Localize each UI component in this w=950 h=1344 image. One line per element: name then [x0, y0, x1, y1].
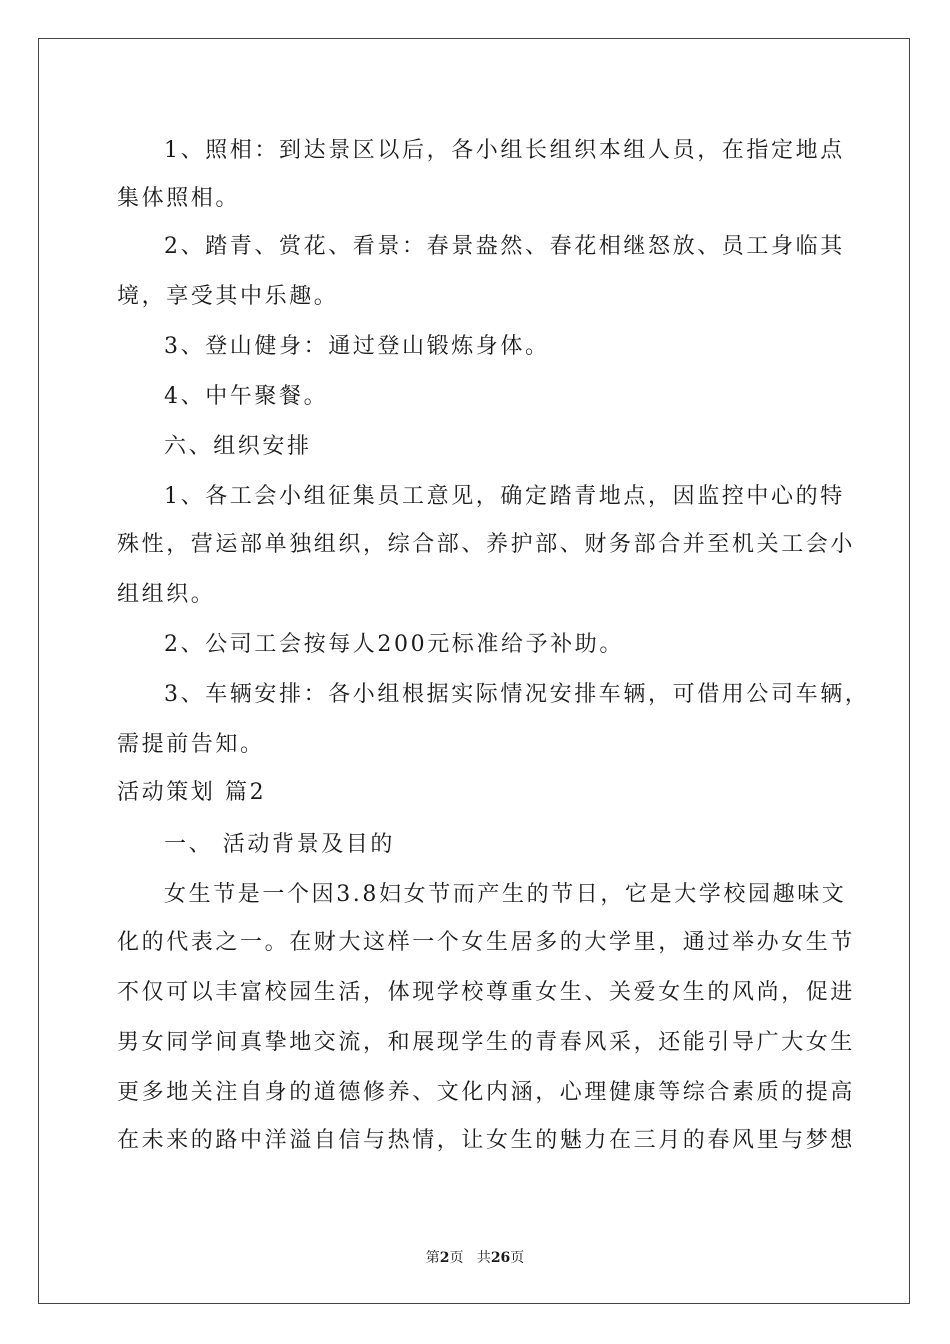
page-footer [0, 1249, 950, 1267]
paragraph-line: 3、登山健身：通过登山锻炼身体。 [164, 334, 550, 359]
paragraph-line: 不仅可以丰富校园生活，体现学校尊重女生、关爱女生的风尚，促进 [117, 980, 856, 1005]
paragraph-line: 4、中午聚餐。 [164, 384, 329, 409]
paragraph-line: 2、公司工会按每人200元标准给予补助。 [164, 632, 624, 657]
paragraph-line: 集体照相。 [117, 186, 241, 211]
total-prefix: 共 [476, 1250, 491, 1266]
page-prefix: 第 [425, 1250, 440, 1266]
paragraph-line: 组组织。 [117, 582, 216, 607]
paragraph-line: 3、车辆安排：各小组根据实际情况安排车辆，可借用公司车辆， [164, 682, 870, 707]
paragraph-line: 在未来的路中洋溢自信与热情，让女生的魅力在三月的春风里与梦想 [117, 1128, 856, 1153]
paragraph-line: 需提前告知。 [117, 732, 265, 757]
section-heading: 一、 活动背景及目的 [164, 832, 395, 857]
paragraph-line: 殊性，营运部单独组织，综合部、养护部、财务部合并至机关工会小 [117, 532, 856, 557]
paragraph-line: 2、踏青、赏花、看景：春景盎然、春花相继怒放、员工身临其 [164, 234, 845, 259]
paragraph-line: 1、各工会小组征集员工意见，确定踏青地点，因监控中心的特 [164, 484, 845, 509]
page-number: 2 [439, 1250, 450, 1266]
article-title: 活动策划 篇2 [117, 780, 267, 805]
total-suffix: 页 [510, 1250, 525, 1266]
section-heading: 六、组织安排 [164, 434, 312, 459]
page-suffix: 页 [449, 1250, 464, 1266]
paragraph-line: 1、照相：到达景区以后，各小组长组织本组人员，在指定地点 [164, 138, 845, 163]
paragraph-line: 境，享受其中乐趣。 [117, 284, 339, 309]
total-pages: 26 [490, 1250, 511, 1266]
paragraph-line: 化的代表之一。在财大这样一个女生居多的大学里，通过举办女生节 [117, 930, 856, 955]
paragraph-line: 女生节是一个因3.8妇女节而产生的节日，它是大学校园趣味文 [164, 882, 847, 907]
paragraph-line: 更多地关注自身的道德修养、文化内涵，心理健康等综合素质的提高 [117, 1080, 856, 1105]
paragraph-line: 男女同学间真挚地交流，和展现学生的青春风采，还能引导广大女生 [117, 1030, 856, 1055]
page-border [38, 38, 910, 1304]
